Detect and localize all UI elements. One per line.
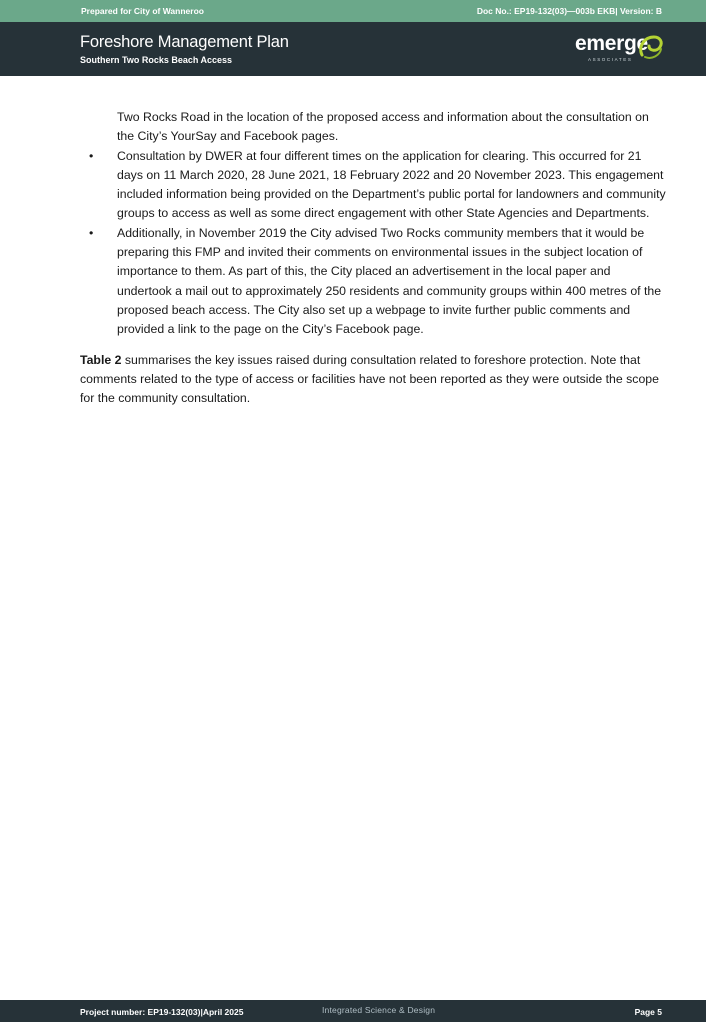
top-bar <box>0 0 706 22</box>
table-2-reference[interactable]: Table 2 <box>80 352 122 367</box>
prepared-for-label: Prepared for City of Wanneroo <box>81 6 204 16</box>
list-item-text: Additionally, in November 2019 the City advised Two Rocks community members that it would be preparing this FMP and invited their comments on environmental issues in the subject location of importance to them. As part of this, the City placed an advertisement in the local paper and undertook a mail out to approximately 250 residents and community groups within 400 metres of the proposed beach access. The City also set up a webpage to invite further public comments and provided a link to the page on the City’s Facebook page. <box>117 225 662 337</box>
bullet-list <box>80 147 666 340</box>
document-title: Foreshore Management Plan <box>80 33 289 51</box>
document-header <box>0 22 706 76</box>
bullet-icon: • <box>89 225 94 240</box>
document-footer <box>0 1000 706 1022</box>
page-content <box>80 108 666 408</box>
summary-paragraph-text: summarises the key issues raised during consultation related to foreshore protection. Note that comments related to the type of access or facilities have not been reported as they were outside the scope for the community consultation. <box>80 352 659 406</box>
list-item-text: Consultation by DWER at four different times on the application for clearing. This occurred for 21 days on 11 March 2020, 28 June 2021, 18 February 2022 and 20 November 2023. This engagement included information being provided on the Department’s public portal for landowners and community groups to access as well as some direct engagement with other State Agencies and Departments. <box>117 148 666 221</box>
logo-swirl-icon <box>636 33 664 61</box>
document-subtitle: Southern Two Rocks Beach Access <box>80 55 233 65</box>
logo-wordmark: emerge <box>575 32 648 55</box>
bullet-icon: • <box>89 148 94 163</box>
project-number-label: Project number: EP19-132(03)|April 2025 <box>80 1007 244 1017</box>
list-item <box>80 224 666 340</box>
summary-paragraph <box>80 351 666 409</box>
doc-number-label: Doc No.: EP19-132(03)—003b EKB| Version: B <box>476 6 662 16</box>
page-number: Page 5 <box>634 1007 662 1017</box>
emerge-logo <box>572 31 668 71</box>
footer-tagline: Integrated Science & Design <box>322 1005 436 1015</box>
list-item <box>80 147 666 224</box>
logo-subtext: ASSOCIATES <box>588 57 633 62</box>
continued-bullet-text: Two Rocks Road in the location of the proposed access and information about the consultation on the City’s YourSay and Facebook pages. <box>117 110 649 144</box>
